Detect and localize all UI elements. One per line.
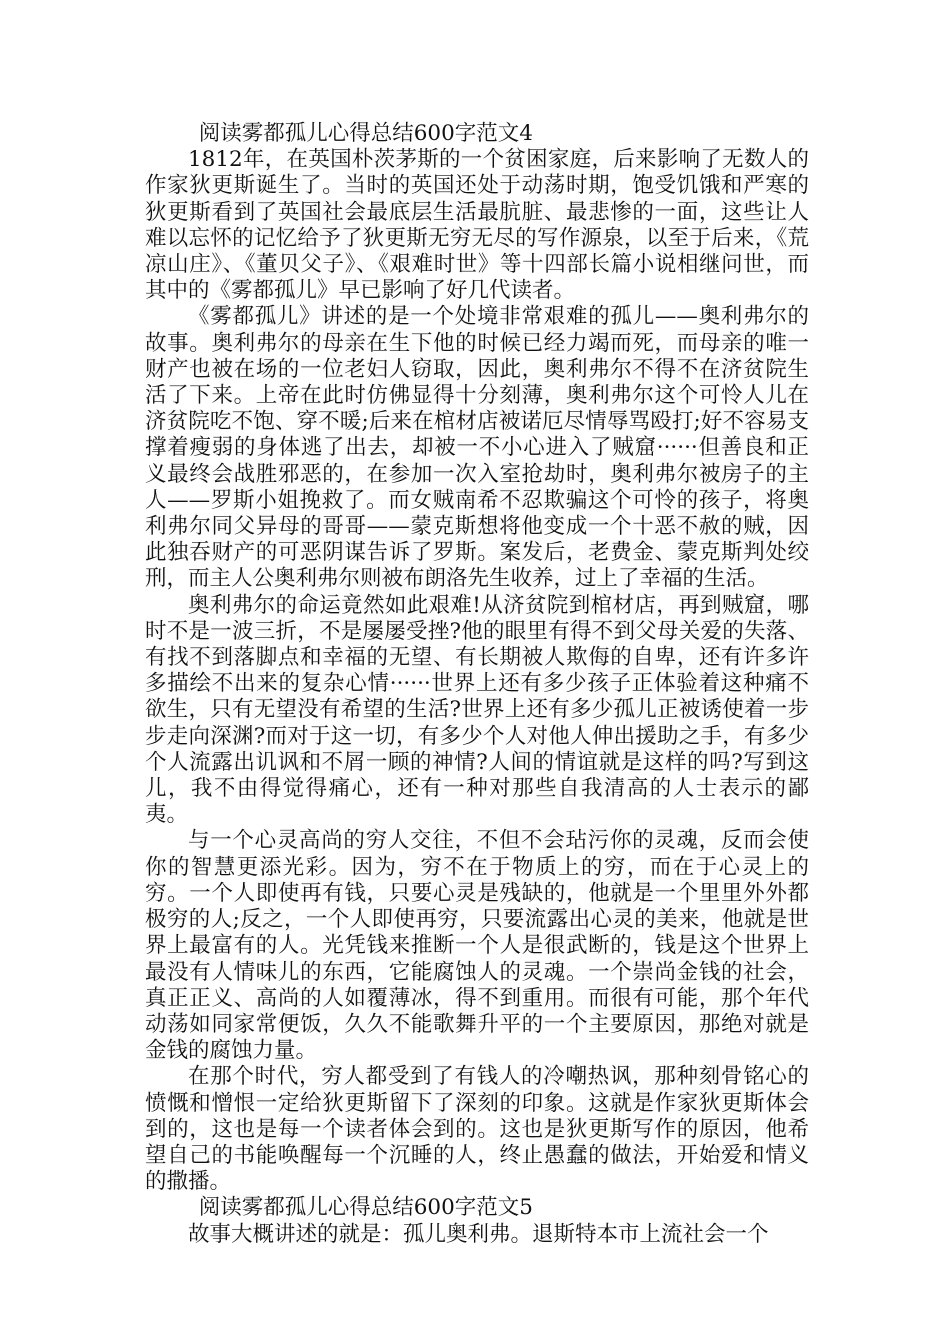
- section-heading-4: 阅读雾都孤儿心得总结600字范文4: [198, 121, 533, 146]
- paragraph: 《雾都孤儿》讲述的是一个处境非常艰难的孤儿——奥利弗尔的故事。奥利弗尔的母亲在生下他的时候已经力竭而死，而母亲的唯一财产也被在场的一位老妇人窃取，因此，奥利弗尔不得不在济贫院生活了下来。上帝在此时仿佛显得十分刻薄，奥利弗尔这个可怜人儿在济贫院吃不饱、穿不暖;后来在棺材店被诺厄尽情辱骂殴打;好不容易支撑着瘦弱的身体逃了出去，却被一不小心进入了贼窟······但善良和正义最终会战胜邪恶的，在参加一次入室抢劫时，奥利弗尔被房子的主人——罗斯小姐挽救了。而女贼南希不忍欺骗这个可怜的孩子，将奥利弗尔同父异母的哥哥——蒙克斯想将他变成一个十恶不赦的贼，因此独吞财产的可恶阴谋告诉了罗斯。案发后，老费金、蒙克斯判处绞刑，而主人公奥利弗尔则被布朗洛先生收养，过上了幸福的生活。: [145, 304, 809, 592]
- document-body: [145, 121, 809, 1248]
- paragraph: 1812年，在英国朴茨茅斯的一个贫困家庭，后来影响了无数人的作家狄更斯诞生了。当时的英国还处于动荡时期，饱受饥饿和严寒的狄更斯看到了英国社会最底层生活最肮脏、最悲惨的一面，这些让人难以忘怀的记忆给予了狄更斯无穷无尽的写作源泉，以至于后来，《荒凉山庄》、《董贝父子》、《艰难时世》等十四部长篇小说相继问世，而其中的《雾都孤儿》早已影响了好几代读者。: [145, 147, 809, 304]
- paragraph: 奥利弗尔的命运竟然如此艰难!从济贫院到棺材店，再到贼窟，哪时不是一波三折，不是屡屡受挫?他的眼里有得不到父母关爱的失落、有找不到落脚点和幸福的无望、有长期被人欺侮的自卑，还有许多许多描绘不出来的复杂心情······世界上还有多少孩子正体验着这种痛不欲生，只有无望没有希望的生活?世界上还有多少孤儿正被诱使着一步步走向深渊?而对于这一切，有多少个人对他人伸出援助之手，有多少个人流露出讥讽和不屑一顾的神情?人间的情谊就是这样的吗?写到这儿，我不由得觉得痛心，还有一种对那些自我清高的人士表示的鄙夷。: [145, 592, 809, 828]
- paragraph: 在那个时代，穷人都受到了有钱人的冷嘲热讽，那种刻骨铭心的愤慨和憎恨一定给狄更斯留下了深刻的印象。这就是作家狄更斯体会到的，这也是每一个读者体会到的。这也是狄更斯写作的原因，他希望自己的书能唤醒每一个沉睡的人，终止愚蠢的做法，开始爱和情义的撒播。: [145, 1064, 809, 1195]
- section-heading-5: 阅读雾都孤儿心得总结600字范文5: [198, 1195, 533, 1221]
- paragraph: 故事大概讲述的就是：孤儿奥利弗。退斯特本市上流社会一个: [188, 1221, 769, 1247]
- paragraph: 与一个心灵高尚的穷人交往，不但不会玷污你的灵魂，反而会使你的智慧更添光彩。因为，穷不在于物质上的穷，而在于心灵上的穷。一个人即使再有钱，只要心灵是残缺的，他就是一个里里外外都极穷的人;反之，一个人即使再穷，只要流露出心灵的美来，他就是世界上最富有的人。光凭钱来推断一个人是很武断的，钱是这个世界上最没有人情味儿的东西，它能腐蚀人的灵魂。一个崇尚金钱的社会，真正正义、高尚的人如覆薄冰，得不到重用。而很有可能，那个年代动荡如同家常便饭，久久不能歌舞升平的一个主要原因，那绝对就是金钱的腐蚀力量。: [145, 828, 809, 1064]
